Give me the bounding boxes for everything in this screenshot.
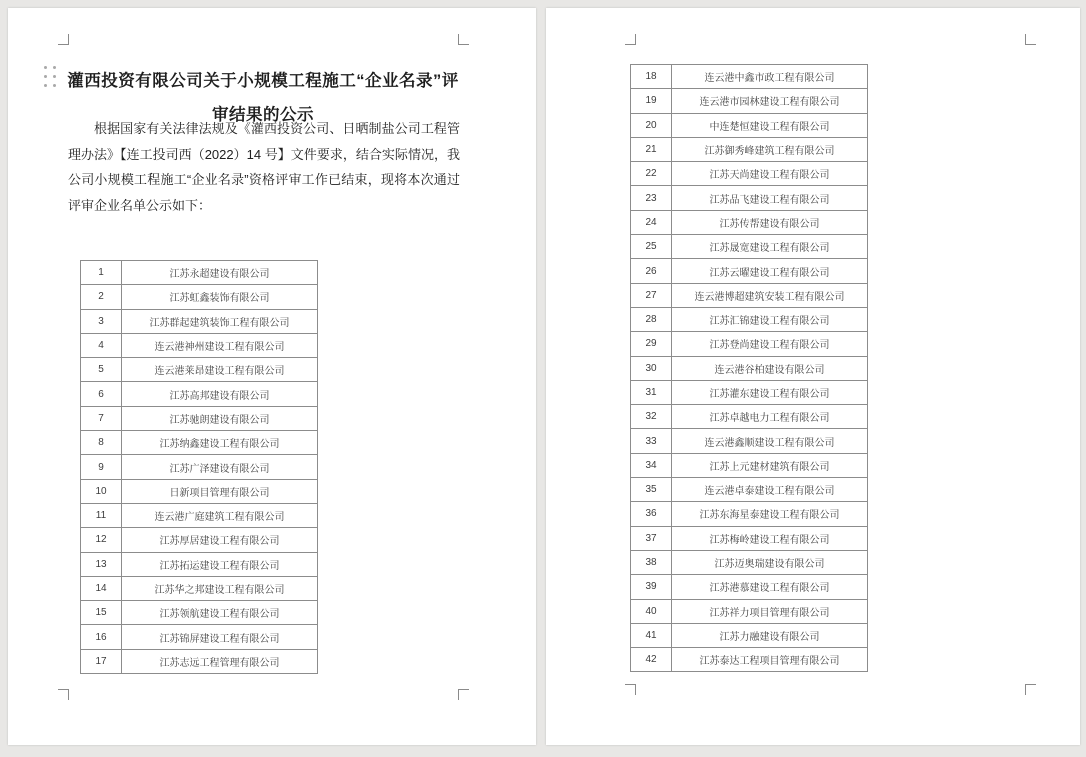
table-row — [630, 89, 868, 113]
table-row — [630, 429, 868, 453]
company-name-cell: 江苏卓越电力工程有限公司 — [709, 413, 830, 425]
table-row — [630, 405, 868, 429]
row-number-cell: 39 — [631, 575, 672, 598]
table-row — [80, 382, 318, 406]
company-name-cell: 江苏广泽建设有限公司 — [169, 463, 270, 475]
row-number-cell: 7 — [81, 407, 122, 430]
company-name-cell: 江苏梅岭建设工程有限公司 — [709, 534, 830, 546]
crop-mark-icon — [1025, 684, 1036, 695]
company-name-cell: 江苏登尚建设工程有限公司 — [709, 340, 830, 352]
table-row — [630, 162, 868, 186]
table-row — [630, 138, 868, 162]
row-number-cell: 15 — [81, 601, 122, 624]
company-name-cell: 江苏御秀峰建筑工程有限公司 — [704, 146, 835, 158]
company-name-cell: 日新项目管理有限公司 — [169, 487, 270, 499]
table-row — [630, 65, 868, 89]
company-name-cell: 江苏高邦建设有限公司 — [169, 390, 270, 402]
drag-handle-icon[interactable] — [44, 66, 60, 92]
table-row — [80, 650, 318, 674]
row-number-cell: 4 — [81, 334, 122, 357]
crop-mark-icon — [58, 689, 69, 700]
table-row — [630, 308, 868, 332]
row-number-cell: 23 — [631, 186, 672, 209]
row-number-cell: 38 — [631, 551, 672, 574]
table-row — [630, 259, 868, 283]
row-number-cell: 10 — [81, 480, 122, 503]
row-number-cell: 12 — [81, 528, 122, 551]
row-number-cell: 28 — [631, 308, 672, 331]
table-row — [630, 211, 868, 235]
table-row — [630, 551, 868, 575]
table-row — [630, 357, 868, 381]
row-number-cell: 11 — [81, 504, 122, 527]
row-number-cell: 40 — [631, 600, 672, 623]
row-number-cell: 37 — [631, 527, 672, 550]
intro-paragraph: 根据国家有关法律法规及《灌西投资公司、日晒制盐公司工程管理办法》【连工投司西（2022）14 号】文件要求，结合实际情况，我公司小规模工程施工“企业名录”资格评审工作已结束，现将本次通过评审企业名单公示如下： — [68, 121, 460, 213]
table-row — [80, 553, 318, 577]
row-number-cell: 19 — [631, 89, 672, 112]
company-name-cell: 江苏志远工程管理有限公司 — [159, 657, 280, 669]
table-row — [80, 261, 318, 285]
row-number-cell: 21 — [631, 138, 672, 161]
table-row — [80, 577, 318, 601]
row-number-cell: 1 — [81, 261, 122, 284]
document-page-1[interactable] — [8, 8, 536, 745]
row-number-cell: 3 — [81, 310, 122, 333]
row-number-cell: 42 — [631, 648, 672, 671]
row-number-cell: 17 — [81, 650, 122, 673]
crop-mark-icon — [58, 34, 69, 45]
table-row — [630, 648, 868, 672]
company-name-cell: 江苏上元建材建筑有限公司 — [709, 461, 830, 473]
company-name-cell: 连云港谷柏建设有限公司 — [714, 364, 825, 376]
row-number-cell: 27 — [631, 284, 672, 307]
table-row — [80, 601, 318, 625]
table-row — [630, 624, 868, 648]
row-number-cell: 6 — [81, 382, 122, 405]
crop-mark-icon — [458, 689, 469, 700]
row-number-cell: 25 — [631, 235, 672, 258]
row-number-cell: 13 — [81, 553, 122, 576]
row-number-cell: 20 — [631, 114, 672, 137]
table-row — [80, 285, 318, 309]
page-title-line2: 审结果的公示 — [212, 106, 314, 124]
row-number-cell: 9 — [81, 455, 122, 478]
company-name-cell: 江苏天尚建设工程有限公司 — [709, 170, 830, 182]
company-name-cell: 江苏群起建筑装饰工程有限公司 — [149, 317, 290, 329]
company-name-cell: 连云港莱昂建设工程有限公司 — [154, 366, 285, 378]
table-row — [80, 358, 318, 382]
company-name-cell: 江苏汇锦建设工程有限公司 — [709, 316, 830, 328]
table-row — [630, 381, 868, 405]
row-number-cell: 41 — [631, 624, 672, 647]
table-row — [80, 334, 318, 358]
crop-mark-icon — [625, 34, 636, 45]
table-row — [630, 114, 868, 138]
table-row — [630, 527, 868, 551]
table-row — [630, 186, 868, 210]
company-name-cell: 江苏驰朗建设有限公司 — [169, 414, 270, 426]
company-name-cell: 连云港广庭建筑工程有限公司 — [154, 512, 285, 524]
table-row — [80, 431, 318, 455]
table-row — [80, 407, 318, 431]
company-table-page2 — [630, 64, 868, 672]
row-number-cell: 34 — [631, 454, 672, 477]
table-row — [630, 332, 868, 356]
company-name-cell: 中连楚恒建设工程有限公司 — [709, 121, 830, 133]
table-row — [80, 504, 318, 528]
company-name-cell: 江苏华之邦建设工程有限公司 — [154, 585, 285, 596]
company-name-cell: 连云港神州建设工程有限公司 — [154, 342, 285, 354]
row-number-cell: 33 — [631, 429, 672, 452]
page-title-line1: 灌西投资有限公司关于小规模工程施工“企业名录”评 — [67, 72, 459, 90]
table-row — [630, 454, 868, 478]
table-row — [80, 480, 318, 504]
company-name-cell: 江苏祥力项目管理有限公司 — [709, 607, 830, 619]
row-number-cell: 31 — [631, 381, 672, 404]
company-name-cell: 江苏虹鑫装饰有限公司 — [169, 293, 270, 305]
row-number-cell: 32 — [631, 405, 672, 428]
company-name-cell: 江苏云曜建设工程有限公司 — [709, 267, 830, 279]
row-number-cell: 36 — [631, 502, 672, 525]
company-name-cell: 连云港博超建筑安装工程有限公司 — [694, 291, 845, 303]
table-row — [630, 575, 868, 599]
company-name-cell: 江苏锦屏建设工程有限公司 — [159, 633, 280, 645]
company-name-cell: 江苏灌东建设工程有限公司 — [709, 389, 830, 400]
company-name-cell: 江苏纳鑫建设工程有限公司 — [159, 439, 280, 451]
company-name-cell: 江苏领航建设工程有限公司 — [159, 609, 280, 621]
row-number-cell: 30 — [631, 357, 672, 380]
document-page-2[interactable] — [546, 8, 1080, 745]
table-row — [80, 528, 318, 552]
row-number-cell: 24 — [631, 211, 672, 234]
company-name-cell: 连云港卓泰建设工程有限公司 — [704, 486, 835, 498]
company-name-cell: 江苏永超建设有限公司 — [169, 269, 270, 281]
company-name-cell: 连云港中鑫市政工程有限公司 — [704, 73, 835, 85]
company-name-cell: 江苏迈奥瑞建设有限公司 — [714, 559, 825, 571]
company-name-cell: 江苏东海星泰建设工程有限公司 — [699, 510, 840, 522]
company-table-page1 — [80, 260, 318, 674]
row-number-cell: 8 — [81, 431, 122, 454]
table-row — [80, 625, 318, 649]
row-number-cell: 16 — [81, 625, 122, 648]
row-number-cell: 35 — [631, 478, 672, 501]
company-name-cell: 江苏传帮建设有限公司 — [719, 218, 820, 230]
crop-mark-icon — [625, 684, 636, 695]
company-name-cell: 连云港市园林建设工程有限公司 — [699, 97, 840, 109]
row-number-cell: 22 — [631, 162, 672, 185]
company-name-cell: 江苏厚居建设工程有限公司 — [159, 536, 280, 548]
company-name-cell: 江苏力融建设有限公司 — [719, 631, 820, 643]
crop-mark-icon — [458, 34, 469, 45]
table-row — [80, 310, 318, 334]
table-row — [80, 455, 318, 479]
company-name-cell: 江苏品飞建设工程有限公司 — [709, 194, 830, 206]
table-row — [630, 502, 868, 526]
table-row — [630, 235, 868, 259]
table-row — [630, 478, 868, 502]
company-name-cell: 江苏泰达工程项目管理有限公司 — [699, 656, 840, 668]
row-number-cell: 14 — [81, 577, 122, 600]
row-number-cell: 5 — [81, 358, 122, 381]
table-row — [630, 284, 868, 308]
row-number-cell: 26 — [631, 259, 672, 282]
row-number-cell: 29 — [631, 332, 672, 355]
row-number-cell: 18 — [631, 65, 672, 88]
crop-mark-icon — [1025, 34, 1036, 45]
row-number-cell: 2 — [81, 285, 122, 308]
company-name-cell: 江苏晟宽建设工程有限公司 — [709, 243, 830, 255]
company-name-cell: 江苏港慕建设工程有限公司 — [709, 583, 830, 595]
company-name-cell: 江苏拓运建设工程有限公司 — [159, 560, 280, 572]
company-name-cell: 连云港鑫顺建设工程有限公司 — [704, 437, 835, 449]
table-row — [630, 600, 868, 624]
